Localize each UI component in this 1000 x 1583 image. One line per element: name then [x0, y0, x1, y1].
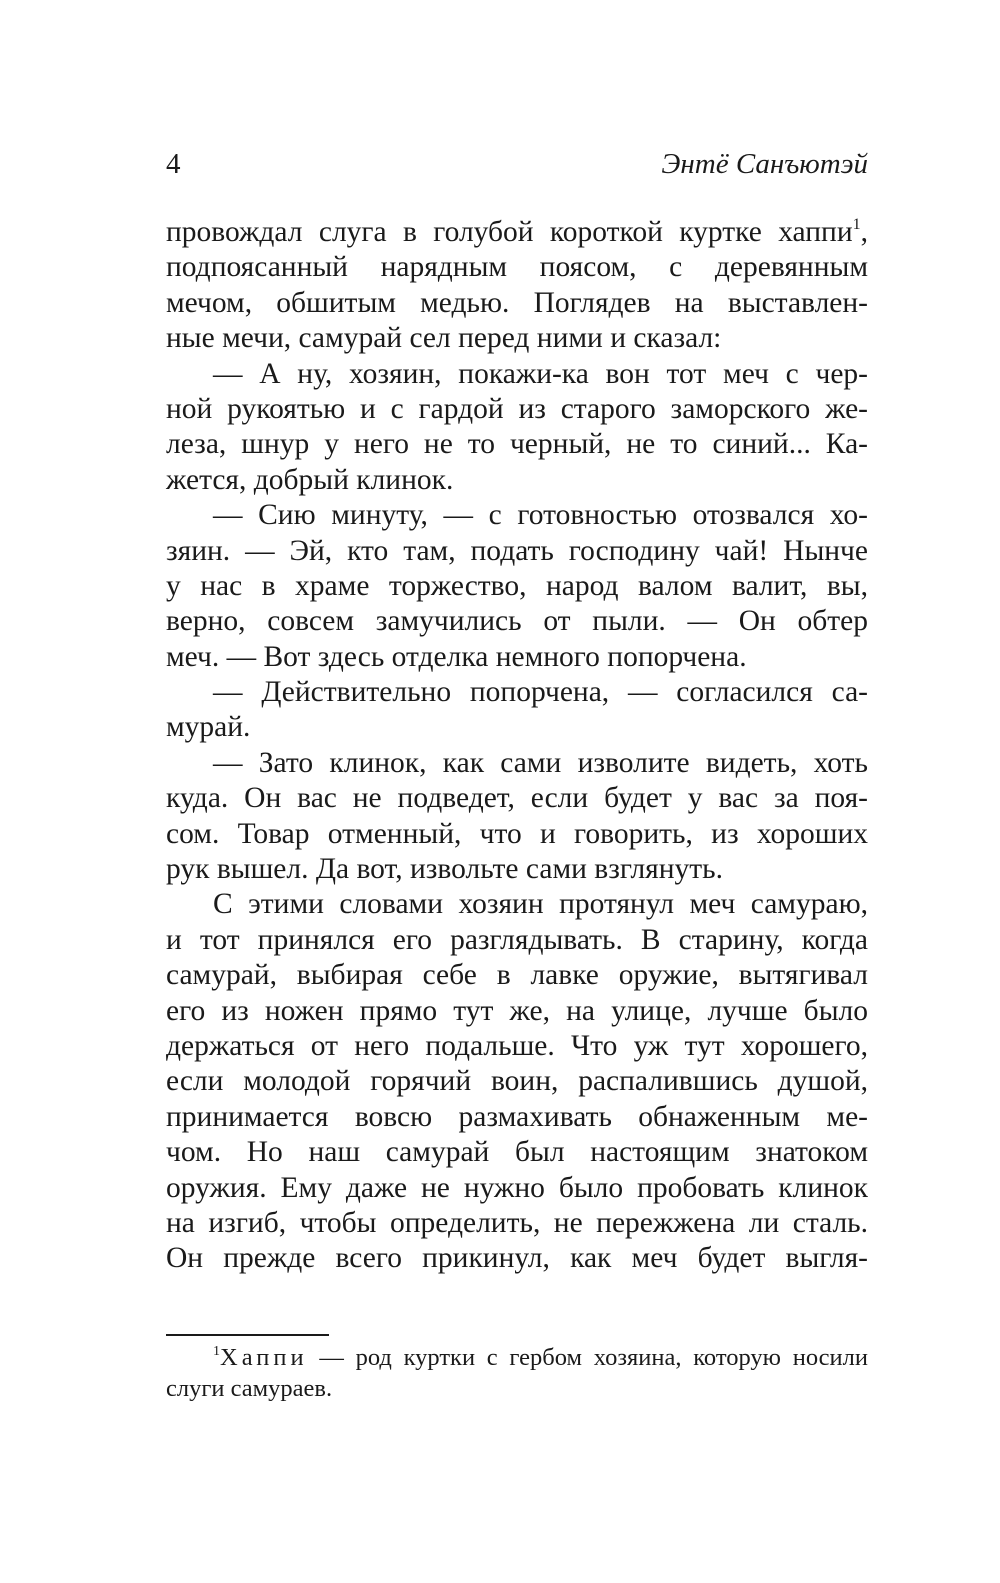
page-number: 4: [166, 148, 181, 180]
text-line: ные мечи, самурай сел перед ними и сказал:: [166, 322, 722, 355]
text-line: — Действительно попорчена, — согласился са-: [213, 676, 868, 709]
text-line: леза, шнур у него не то черный, не то синий... Ка-: [166, 428, 868, 461]
running-head: Энтё Санъютэй: [661, 148, 868, 180]
text-line: его из ножен прямо тут же, на улице, лучше было: [166, 994, 868, 1027]
text-line: куда. Он вас не подведет, если будет у вас за поя-: [166, 782, 868, 815]
text-line: чом. Но наш самурай был настоящим знатоком: [166, 1136, 868, 1169]
footnote-divider: [166, 1334, 329, 1336]
body-text: [166, 215, 868, 1277]
footnote-term: Хаппи: [220, 1344, 308, 1371]
text-line: жется, добрый клинок.: [166, 463, 454, 496]
text-line: верно, совсем замучились от пыли. — Он обтер: [166, 605, 868, 638]
text-line: провождал слуга в голубой короткой куртке хаппи$^1$,: [166, 216, 868, 248]
text-line: мечом, обшитым медью. Поглядев на выставлен-: [166, 286, 868, 319]
text-line: подпоясанный нарядным поясом, с деревянным: [166, 251, 868, 284]
text-line: и тот принялся его разглядывать. В старину, когда: [166, 923, 868, 956]
footnote-line: слуги самураев.: [166, 1375, 333, 1402]
text-line: меч. — Вот здесь отделка немного попорчена.: [166, 640, 747, 673]
page-header: [166, 142, 868, 186]
footnote: [166, 1342, 868, 1404]
text-line: на изгиб, чтобы определить, не пережжена ли сталь.: [166, 1206, 868, 1239]
text-line: — А ну, хозяин, покажи-ка вон тот меч с чер-: [213, 357, 868, 390]
footnote-reference: 1: [852, 216, 861, 233]
text-line: Он прежде всего прикинул, как меч будет выгля-: [166, 1242, 868, 1275]
text-line: мурай.: [166, 711, 251, 744]
text-line: у нас в храме торжество, народ валом валит, вы,: [166, 569, 868, 602]
text-line: рук вышел. Да вот, извольте сами взглянуть.: [166, 853, 723, 886]
text-line: сом. Товар отменный, что и говорить, из хороших: [166, 817, 868, 850]
text-line: самурай, выбирая себе в лавке оружие, вытягивал: [166, 959, 868, 992]
footnote-line: [166, 1342, 868, 1373]
text-line: если молодой горячий воин, распалившись душой,: [166, 1065, 868, 1098]
footnote-mark: 1: [213, 1344, 220, 1359]
text-line: С этими словами хозяин протянул меч самураю,: [213, 888, 868, 921]
text-line: принимается вовсю размахивать обнаженным ме-: [166, 1100, 868, 1133]
text-line: оружия. Ему даже не нужно было пробовать клинок: [166, 1171, 868, 1204]
text-line: — Зато клинок, как сами изволите видеть, хоть: [213, 746, 868, 779]
text-line: ной рукоятью и с гардой из старого заморского же-: [166, 392, 868, 425]
text-line: держаться от него подальше. Что уж тут хорошего,: [166, 1029, 868, 1062]
footnote-definition: — род куртки с гербом хозяина, которую носили: [307, 1344, 868, 1371]
text-line: — Сию минуту, — с готовностью отозвался хо-: [213, 499, 868, 532]
text-line: зяин. — Эй, кто там, подать господину чай! Нынче: [166, 534, 868, 567]
